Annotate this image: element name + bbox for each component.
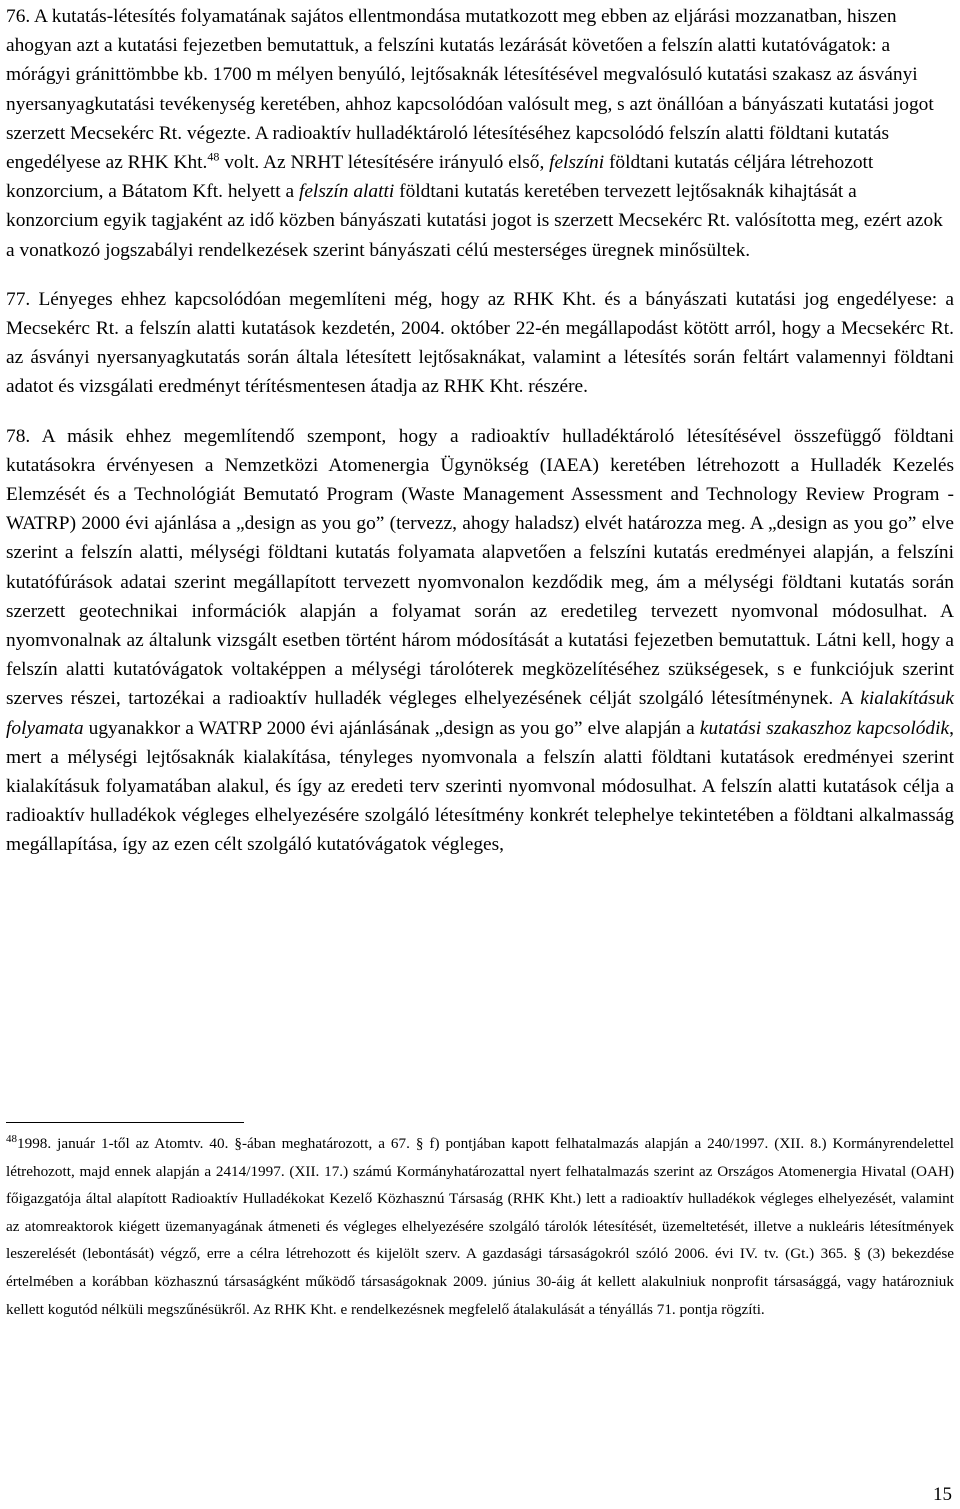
paragraph-77 — [6, 285, 954, 402]
footnote-number: 48 — [6, 1132, 17, 1145]
paragraph-76 — [6, 2, 954, 265]
paragraph-76-emphasis-1: felszíni — [549, 152, 605, 174]
paragraph-78-text-3: , mert a mélységi lejtősaknák kialakítása, tényleges nyomvonala a felszín alatti földtani kutatások eredményei szerint kialakításuk folyamatában alakul, és így az eredeti terv szerinti nyomvonal módosulhat. A felszín alatti kutatások célja a radioaktív hulladékok végleges elhelyezésére szolgáló létesítmény konkrét telephelye tekintetében a földtani alkalmasság megállapítása, így az ezen célt szolgáló kutatóvágatok végleges, — [6, 717, 954, 856]
paragraph-78-text-1: 78. A másik ehhez megemlítendő szempont, hogy a radioaktív hulladéktároló létesítésével összefüggő földtani kutatásokra érvényesen a Nemzetközi Atomenergia Ügynökség (IAEA) keretében létrehozott a Hulladék Kezelés Elemzését és a Technológiát Bemutató Program (Waste Management Assessment and Technology Review Program - WATRP) 2000 évi ajánlása a „design as you go” (tervezz, ahogy haladsz) elvét határozza meg. A „design as you go” elve szerint a felszín alatti, mélységi földtani kutatás folyamata alapvetően a felszíni kutatás eredményei alapján, a felszíni kutatófúrások adatai szerint megállapított tervezett nyomvonalon kezdődik meg, ám a mélységi földtani kutatás során szerzett geotechnikai információk alapján a folyamat során az eredetileg tervezett nyomvonal módosulhat. A nyomvonalnak az általunk vizsgált esetben történt három módosítását a kutatási fejezetben bemutattuk. Látni kell, hogy a felszín alatti kutatóvágatok voltaképpen a mélységi tárolóterek megközelítéséhez szükségesek, s e funkciójuk szerint szerves részei, tartozékai a radioaktív hulladék végleges elhelyezésének célját szolgáló létesítménynek. A — [6, 425, 954, 710]
paragraph-77-text: 77. Lényeges ehhez kapcsolódóan megemlíteni még, hogy az RHK Kht. és a bányászati kutatási jog engedélyese: a Mecsekérc Rt. a felszín alatti kutatások kezdetén, 2004. október 22-én megállapodást kötött arról, hogy a Mecsekérc Rt. az ásványi nyersanyagkutatás során általa létesített lejtősaknákat, valamint a létesítés során feltárt valamennyi földtani adatot és vizsgálati eredményt térítésmentesen átadja az RHK Kht. részére. — [6, 288, 954, 398]
paragraph-78-emphasis-2: kutatási szakaszhoz kapcsolódik — [699, 717, 950, 739]
page-body — [6, 2, 954, 880]
paragraph-76-text-2: volt. Az NRHT létesítésére irányuló első, — [219, 152, 550, 174]
paragraph-76-text-4: földtani kutatás keretében tervezett lejtősaknák kihajtását a konzorcium egyik tagjaként az idő közben bányászati kutatási jogot is szerzett Mecsekérc Rt. valósította meg, ezért azok a vonatkozó jogszabályi rendelkezések szerint bányászati célú mesterséges üregnek minősültek. — [6, 181, 943, 261]
paragraph-78-text-2: ugyanakkor a WATRP 2000 évi ajánlásának „design as you go” elve alapján a — [83, 717, 700, 739]
paragraph-76-text-3: földtani kutatás céljára létrehozott konzorcium, a Bátatom Kft. helyett a — [6, 152, 874, 203]
footnote-48 — [6, 1130, 954, 1323]
paragraph-76-emphasis-2: felszín alatti — [298, 181, 395, 203]
paragraph-78-emphasis-1: kialakításuk folyamata — [6, 688, 954, 739]
footnote-separator — [6, 1122, 244, 1123]
page-number: 15 — [933, 1484, 952, 1505]
footnote-text: 1998. január 1-től az Atomtv. 40. §-ában meghatározott, a 67. § f) pontjában kapott felhatalmazás alapján a 240/1997. (XII. 8.) Kormányrendelettel létrehozott, majd ennek alapján a 2414/1997. (XII. 17.) számú Kormányhatározattal nyert felhatalmazás szerint az Országos Atomenergia Hivatal (OAH) főigazgatója által alapított Radioaktív Hulladékokat Kezelő Közhasznú Társaság (RHK Kht.) lett a radioaktív hulladékok végleges elhelyezését, valamint az atomreaktorok kiégett üzemanyagának átmeneti és végleges elhelyezésére szolgáló tárolók létesítését, üzemeltetését, illetve a nukleáris létesítmények leszerelését (lebontását) végző, erre a célra létrehozott és kijelölt szerv. A gazdasági társaságokról szóló 2006. évi IV. tv. (Gt.) 365. § (3) bekezdése értelmében a korábban közhasznú társaságként működő társaságoknak 2009. június 30-áig át kellett alakulniuk nonprofit társasággá, vagy határozniuk kellett kogutód nélküli megszűnésükről. Az RHK Kht. e rendelkezésnek megfelelő átalakulását a tényállás 71. pontja rögzíti. — [6, 1135, 954, 1318]
footnote-ref-48[interactable]: 48 — [207, 149, 220, 164]
paragraph-76-text-1: 76. A kutatás-létesítés folyamatának sajátos ellentmondása mutatkozott meg ebben az eljárási mozzanatban, hiszen ahogyan azt a kutatási fejezetben bemutattuk, a felszíni kutatás lezárását követően a felszín alatti kutatóvágatok: a mórágyi gránittömbbe kb. 1700 m mélyen benyúló, lejtősaknák létesítésével megvalósuló kutatási szakasz az ásványi nyersanyagkutatási tevékenység keretében, ahhoz kapcsolódóan valósult meg, s azt önállóan a bányászati kutatási jogot szerzett Mecsekérc Rt. végezte. A radioaktív hulladéktároló létesítéséhez kapcsolódó felszín alatti földtani kutatás engedélyese az RHK Kht. — [6, 6, 934, 174]
paragraph-78 — [6, 422, 954, 860]
